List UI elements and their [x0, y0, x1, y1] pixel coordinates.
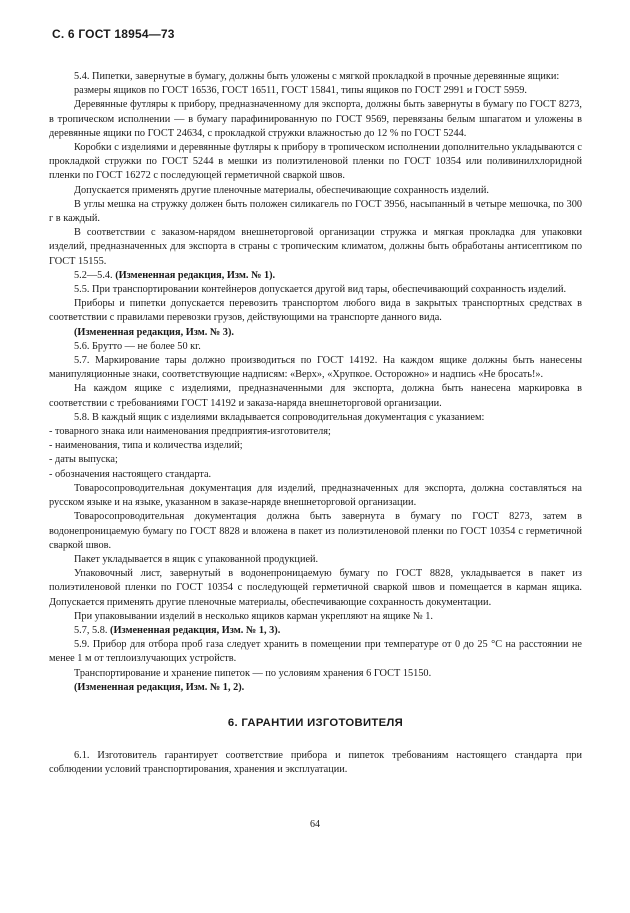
paragraph-antiseptic: В соответствии с заказом-нарядом внешнеторговой организации стружка и мягкая прокладка для упаковки изделий, предназначенных для экспорта в страны с тропическим климатом, должны быть обработаны антисептиком по ГОСТ 15155.	[49, 227, 582, 267]
paragraph-6-1: 6.1. Изготовитель гарантирует соответствие прибора и пипеток требованиям настоящего стандарта при соблюдении условий транспортирования, хранения и эксплуатации.	[49, 750, 582, 776]
paragraph-transport: Приборы и пипетки допускается перевозить транспортом любого вида в закрытых транспортных средствах в соответствии с правилами перевозки грузов, действующими на транспорте данного вида.	[49, 298, 582, 324]
section-heading: 6. ГАРАНТИИ ИЗГОТОВИТЕЛЯ	[227, 716, 404, 729]
amendment-clause-ref: 5.7, 5.8.	[74, 624, 111, 636]
amendment-note: (Измененная редакция, Изм. № 1, 3).	[110, 624, 281, 636]
amendment-clause-ref: 5.2—5.4.	[74, 269, 116, 281]
paragraph-package-box: Пакет укладывается в ящик с упакованной продукцией.	[74, 553, 319, 565]
paragraph-box-sizes: размеры ящиков по ГОСТ 16536, ГОСТ 16511, ГОСТ 15841, типы ящиков по ГОСТ 2991 и ГОСТ 5959.	[74, 85, 527, 97]
page-number: 64	[310, 819, 320, 830]
paragraph-other-films: Допускается применять другие пленочные материалы, обеспечивающие сохранность изделий.	[74, 184, 489, 196]
amendment-note: (Измененная редакция, Изм. № 1).	[115, 269, 276, 281]
paragraph-export-marking: На каждом ящике с изделиями, предназначенными для экспорта, должна быть нанесена маркировка в соответствии с требованиями ГОСТ 14192 и заказа-наряда внешнеторговой организации.	[49, 383, 582, 409]
list-item: - обозначения настоящего стандарта.	[49, 468, 212, 480]
paragraph-silica-gel: В углы мешка на стружку должен быть положен силикагель по ГОСТ 3956, насыпанный в четыре мешочка, по 300 г в каждый.	[49, 198, 582, 225]
paragraph-pocket: При упаковывании изделий в несколько ящиков карман укрепляют на ящике № 1.	[74, 610, 433, 622]
paragraph-5-9: 5.9. Прибор для отбора проб газа следует хранить в помещении при температуре от 0 до 25 °С на расстоянии не менее 1 м от теплоизлучающих устройств.	[49, 639, 582, 665]
amendment-note-1-2: (Измененная редакция, Изм. № 1, 2).	[74, 681, 245, 693]
paragraph-export-docs: Товаросопроводительная документация для изделий, предназначенных для экспорта, должна составляться на русском языке и на языке, указанном в заказе-наряде внешнеторговой организации.	[49, 482, 582, 509]
paragraph-wooden-cases: Деревянные футляры к прибору, предназначенному для экспорта, должны быть завернуты в бумагу по ГОСТ 8273, в тропическом исполнении — в бумагу парафинированную по ГОСТ 9569, перевязаны белым шпагатом и уложены в деревянные ящики по ГОСТ 24634, с прокладкой стружки влажностью до 12 % по ГОСТ 5244.	[49, 99, 582, 139]
paragraph-5-8: 5.8. В каждый ящик с изделиями вкладывается сопроводительная документация с указанием:	[74, 411, 485, 423]
page-header: С. 6 ГОСТ 18954—73	[52, 27, 175, 41]
paragraph-pipette-storage: Транспортирование и хранение пипеток — по условиям хранения 6 ГОСТ 15150.	[74, 667, 432, 679]
paragraph-5-4: 5.4. Пипетки, завернутые в бумагу, должны быть уложены с мягкой прокладкой в прочные деревянные ящики:	[74, 71, 560, 82]
paragraph-packing-list: Упаковочный лист, завернутый в водонепроницаемую бумагу по ГОСТ 8828, укладывается в пакет из полиэтиленовой пленки по ГОСТ 10354 с последующей герметичной сваркой швов и помещается в карман ящика. Допускается применять другие пленочные материалы, обеспечивающие сохранность документации.	[49, 568, 582, 608]
paragraph-amendment-5-7-5-8	[49, 624, 582, 638]
paragraph-5-5: 5.5. При транспортировании контейнеров допускается другой вид тары, обеспечивающий сохранность изделий.	[74, 284, 567, 296]
paragraph-5-7: 5.7. Маркирование тары должно производиться по ГОСТ 14192. На каждом ящике должны быть нанесены манипуляционные знаки, соответствующие надписям: «Верх», «Хрупкое. Осторожно» и надпись «Не бросать!».	[49, 355, 582, 381]
paragraph-5-6: 5.6. Брутто — не более 50 кг.	[74, 340, 201, 352]
list-item: - наименования, типа и количества изделий;	[49, 440, 243, 452]
paragraph-docs-wrapping: Товаросопроводительная документация должна быть завернута в бумагу по ГОСТ 8273, затем в водонепроницаемую бумагу по ГОСТ 8828 и вложена в пакет из полиэтиленовой пленки по ГОСТ 10354 с герметичной сваркой швов.	[49, 511, 582, 551]
paragraph-tropical-packing: Коробки с изделиями и деревянные футляры к прибору в тропическом исполнении дополнительно укладываются с прокладкой стружки по ГОСТ 5244 в мешки из полиэтиленовой пленки по ГОСТ 10354 или поливинилхлоридной пленки по ГОСТ 16272 с последующей герметичной сваркой швов.	[49, 142, 582, 182]
list-item: - товарного знака или наименования предприятия-изготовителя;	[49, 426, 331, 438]
list-item: - даты выпуска;	[49, 454, 118, 466]
paragraph-amendment-5-2-5-4	[49, 269, 582, 283]
amendment-note-3: (Измененная редакция, Изм. № 3).	[74, 326, 234, 338]
document-body	[49, 70, 582, 778]
